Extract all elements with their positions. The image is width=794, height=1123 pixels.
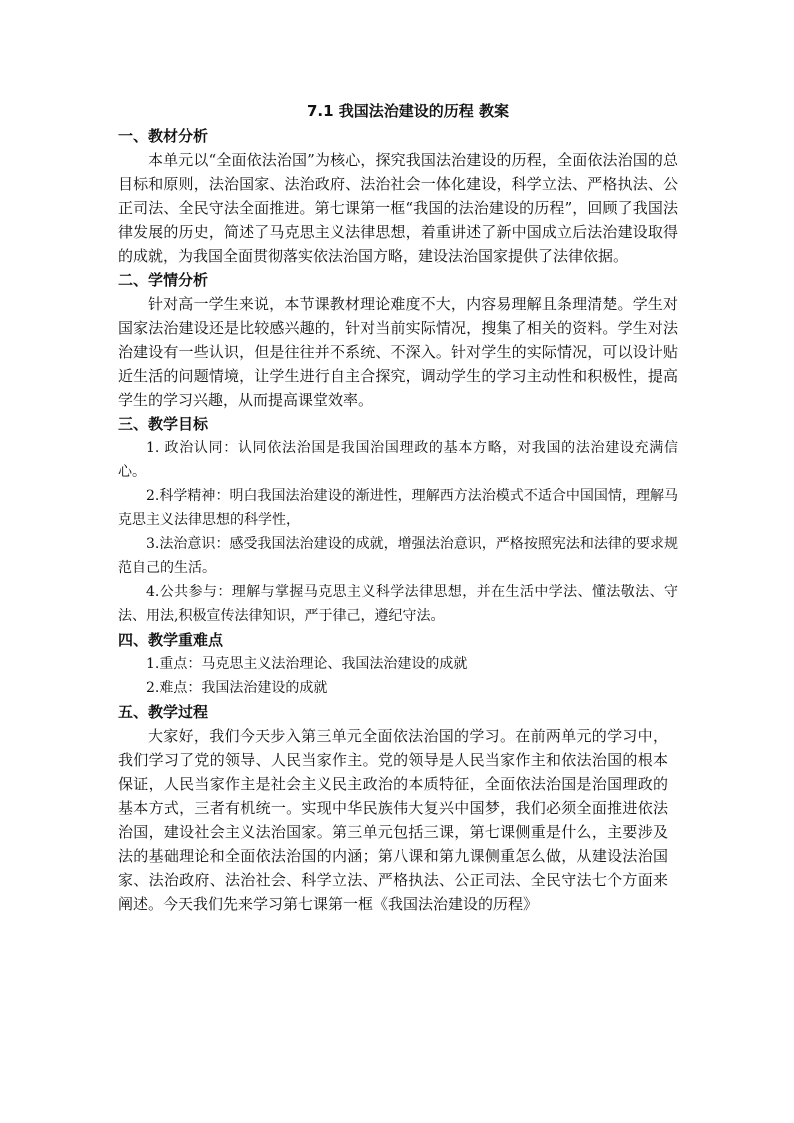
document-page	[118, 100, 678, 916]
section-key-points	[118, 628, 678, 700]
section-teaching-goals	[118, 412, 678, 628]
section-student-analysis	[118, 268, 678, 412]
section-paragraph: 大家好，我们今天步入第三单元全面依法治国的学习。在前两单元的学习中，我们学习了党的领导、人民当家作主。党的领导是人民当家作主和依法治国的根本保证，人民当家作主是社会主义民主政治的本质特征，全面依法治国是治国理政的基本方式，三者有机统一。实现中华民族伟大复兴中国梦，我们必须全面推进依法治国，建设社会主义法治国家。第三单元包括三课，第七课侧重是什么，主要涉及法的基础理论和全面依法治国的内涵；第八课和第九课侧重怎么做，从建设法治国家、法治政府、法治社会、科学立法、严格执法、公正司法、全民守法七个方面来阐述。今天我们先来学习第七课第一框《我国法治建设的历程》	[118, 727, 668, 913]
goal-item: 3.法治意识：感受我国法治建设的成就，增强法治意识，严格按照宪法和法律的要求规范自己的生活。	[118, 536, 678, 576]
key-point-item: 2.难点：我国法治建设的成就	[146, 680, 328, 696]
section-heading: 五、教学过程	[118, 703, 209, 721]
section-heading: 二、学情分析	[118, 271, 209, 289]
section-heading: 四、教学重难点	[118, 631, 224, 649]
section-paragraph: 针对高一学生来说，本节课教材理论难度不大，内容易理解且条理清楚。学生对国家法治建设还是比较感兴趣的，针对当前实际情况，搜集了相关的资料。学生对法治建设有一些认识，但是往往并不系统、不深入。针对学生的实际情况，可以设计贴近生活的问题情境，让学生进行自主合探究，调动学生的学习主动性和积极性，提高学生的学习兴趣，从而提高课堂效率。	[118, 295, 678, 409]
goal-item: 1. 政治认同：认同依法治国是我国治国理政的基本方略，对我国的法治建设充满信心。	[118, 440, 678, 480]
section-textbook-analysis	[118, 124, 678, 268]
section-teaching-process	[118, 700, 678, 916]
document-title: 7.1 我国法治建设的历程 教案	[306, 102, 510, 120]
section-heading: 一、教材分析	[118, 127, 209, 145]
section-heading: 三、教学目标	[118, 415, 209, 433]
key-point-item: 1.重点：马克思主义法治理论、我国法治建设的成就	[146, 656, 468, 672]
goal-item: 2.科学精神：明白我国法治建设的渐进性，理解西方法治模式不适合中国国情，理解马克思主义法律思想的科学性，	[118, 488, 678, 528]
section-paragraph: 本单元以“全面依法治国”为核心，探究我国法治建设的历程，全面依法治国的总目标和原则，法治国家、法治政府、法治社会一体化建设，科学立法、严格执法、公正司法、全民守法全面推进。第七课第一框“我国的法治建设的历程”，回顾了我国法律发展的历史，简述了马克思主义法律思想，着重讲述了新中国成立后法治建设取得的成就，为我国全面贯彻落实依法治国方略，建设法治国家提供了法律依据。	[118, 151, 678, 265]
goal-item: 4.公共参与：理解与掌握马克思主义科学法律思想，并在生活中学法、懂法敬法、守法、用法,积极宣传法律知识，严于律己，遵纪守法。	[118, 584, 678, 624]
